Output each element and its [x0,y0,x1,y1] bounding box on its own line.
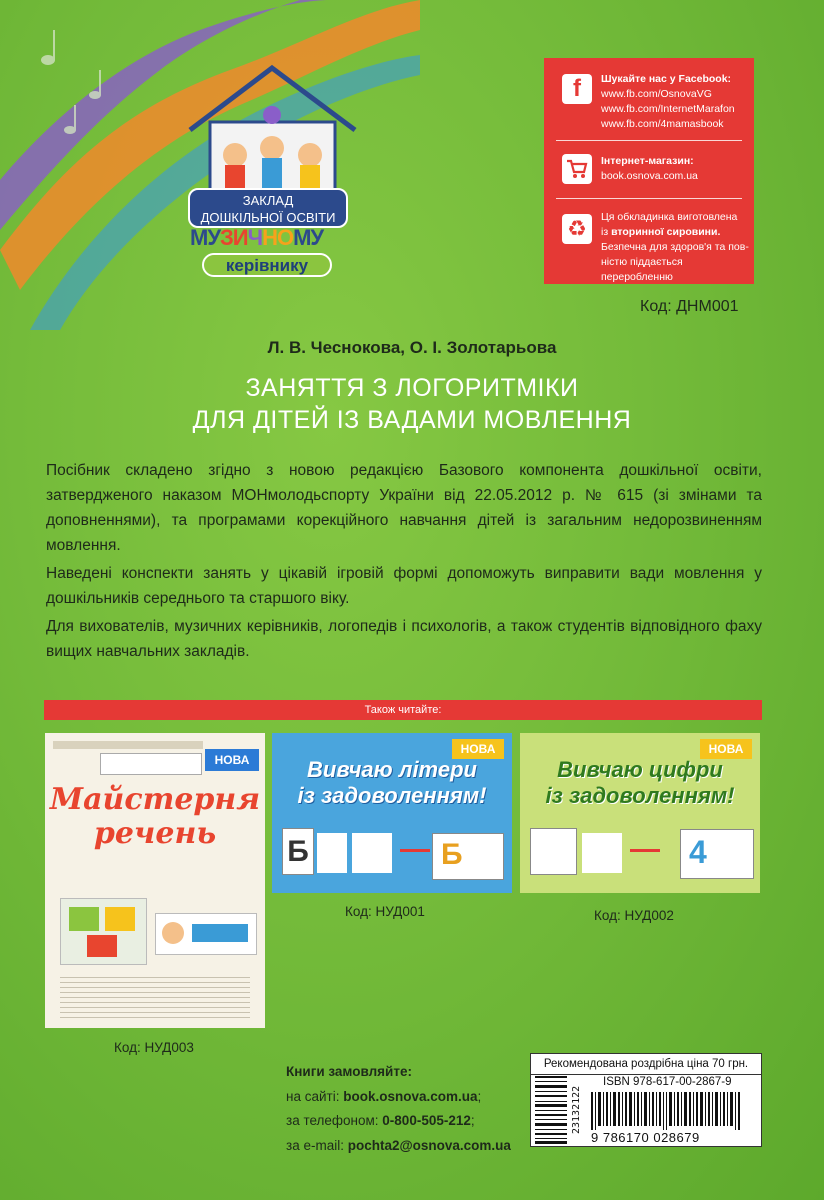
recycle-line-2-pre: із [601,226,612,238]
order-semicolon: ; [477,1088,482,1104]
description-paragraph: Посібник складено згідно з новою редакцією Базового компонента дошкільної освіти, затвердженого наказом МОНмолодьспорту України від 22.05.2012 р. № 615 (зі змінами та доповненнями), та програмами корекційного навчання дітей із загальним недорозвиненням мовлення. [46,462,762,554]
order-heading: Книги замовляйте: [286,1064,412,1079]
facebook-link-3[interactable]: www.fb.com/4mamasbook [601,118,724,130]
logo-pill: керівнику [202,253,332,277]
panel-divider [556,140,742,141]
order-semicolon: ; [470,1113,475,1128]
cards-label [100,753,202,775]
letter-card: Б [432,833,504,880]
book-1-title [45,783,265,851]
letter-card [352,833,392,873]
book-1-illustration [60,898,147,965]
number-card [582,833,622,873]
series-strip [53,741,203,749]
logo-syllable-2: ЗИ [220,225,248,250]
isbn: ISBN 978-617-00-2867-9 [603,1076,732,1088]
ean-number: 9 786170 028679 [591,1130,700,1145]
book-cover-3[interactable] [520,733,760,893]
house-with-children-icon [180,60,365,195]
book-1-code: Код: НУД003 [114,1040,194,1055]
series-logo [180,60,365,290]
title-line-2: ДЛЯ ДІТЕЙ ІЗ ВАДАМИ МОВЛЕННЯ [192,406,632,434]
book-3-title [520,757,760,809]
panel-divider [556,198,742,199]
order-email[interactable]: pochta2@osnova.com.ua [347,1137,511,1153]
logo-line-2: ДОШКІЛЬНОЇ ОСВІТИ [200,210,336,225]
description [46,458,762,667]
book-2-title [272,757,512,809]
order-email-label: за e-mail: [286,1137,348,1153]
contact-panel [544,58,754,284]
book-1-title-line-2: речень [93,816,217,851]
number-card: 4 [680,829,754,879]
book-3-title-line-1: Вивчаю цифри [557,757,723,782]
recycle-line-2-bold: вторинної сировини. [611,226,721,238]
also-read-bar: Також читайте: [44,700,762,720]
recycle-line-3: Безпечна для здоров'я та пов- [601,241,749,253]
order-phone-label: за телефоном: [286,1113,383,1128]
arrow-icon [630,849,660,852]
new-badge: НОВА [452,739,504,759]
new-badge: НОВА [700,739,752,759]
side-code: 23132122 [571,1085,582,1134]
facebook-icon[interactable]: f [562,74,592,104]
order-phone[interactable]: 0-800-505-212 [382,1113,471,1128]
book-cover-1[interactable] [45,733,265,1028]
product-code: Код: ДНМ001 [640,298,739,315]
letter-card [317,833,347,873]
description-paragraph: Для вихователів, музичних керівників, логопедів і психологів, а також студентів відповідного фаху вищих навчальних закладів. [46,618,762,660]
order-site-link[interactable]: book.osnova.com.ua [343,1088,478,1104]
arrow-icon [400,849,430,852]
barcode-box [530,1053,762,1147]
price-label: Рекомендована роздрібна ціна 70 грн. [531,1054,761,1075]
side-barcode [535,1076,567,1144]
order-info [286,1060,511,1158]
logo-line-1: ЗАКЛАД [242,193,294,208]
recycle-line-4: ністю піддається переробленню [601,256,683,283]
facebook-link-1[interactable]: www.fb.com/OsnovaVG [601,88,712,100]
recycle-icon: ♻ [562,214,592,244]
logo-syllable-1: МУ [190,225,221,250]
book-title [0,372,824,436]
ean-barcode [591,1092,751,1130]
book-1-fine-print [60,973,250,1018]
title-line-1: ЗАНЯТТЯ З ЛОГОРИТМІКИ [245,374,579,402]
shop-link[interactable]: book.osnova.com.ua [601,170,698,182]
logo-syllable-5: МУ [293,225,324,250]
book-3-title-line-2: із задоволенням! [545,783,735,808]
recycle-line-1: Ця обкладинка виготовлена [601,211,738,223]
logo-syllable-3: Ч [247,225,263,250]
book-1-card [155,913,257,955]
facebook-title: Шукайте нас у Facebook: [601,73,732,85]
authors: Л. В. Чеснокова, О. І. Золотарьова [267,338,557,357]
letter-card: Б [282,828,314,875]
book-2-code: Код: НУД001 [345,904,425,919]
shop-title: Інтернет-магазин: [601,155,694,167]
logo-title-box [188,188,348,228]
facebook-link-2[interactable]: www.fb.com/InternetMarafon [601,103,735,115]
shopping-cart-icon[interactable] [562,154,592,184]
new-badge: НОВА [205,749,259,771]
order-site-label: на сайті: [286,1088,344,1104]
shop-text [601,154,698,184]
description-paragraph: Наведені конспекти занять у цікавій ігровій формі допоможуть виправити вади мовлення у дошкільників середнього та старшого віку. [46,565,762,607]
recycle-text [601,210,754,285]
logo-music-word [190,225,355,255]
book-2-title-line-2: із задоволенням! [297,783,487,808]
book-1-title-line-1: Майстерня [49,782,261,817]
book-3-code: Код: НУД002 [594,908,674,923]
facebook-text [601,72,735,132]
logo-syllable-4: НО [262,225,294,250]
book-cover-2[interactable] [272,733,512,893]
book-2-title-line-1: Вивчаю літери [307,757,477,782]
number-card [530,828,577,875]
